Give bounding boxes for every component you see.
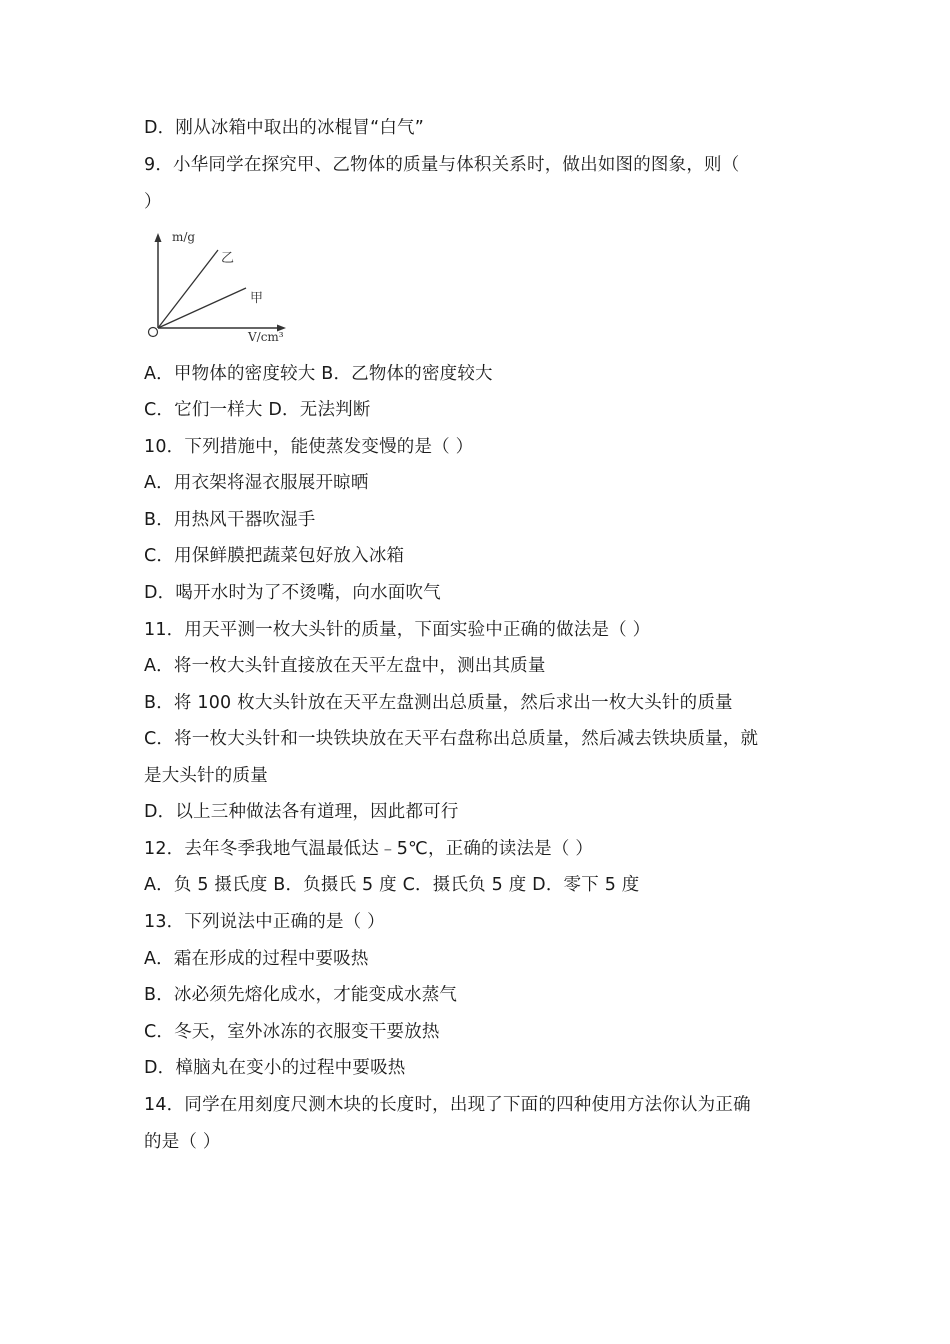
- q10-option-b: B．用热风干器吹湿手: [144, 510, 316, 530]
- q10-option-c: C．用保鲜膜把蔬菜包好放入冰箱: [144, 546, 405, 566]
- q13-stem: 13．下列说法中正确的是（ ）: [144, 912, 385, 932]
- q8-option-d: D．刚从冰箱中取出的冰棍冒“白气”: [144, 118, 425, 138]
- line-jia-label: 甲: [250, 291, 264, 306]
- q11-option-b: B．将 100 枚大头针放在天平左盘测出总质量，然后求出一枚大头针的质量: [144, 693, 733, 713]
- q11-stem: 11．用天平测一枚大头针的质量，下面实验中正确的做法是（ ）: [144, 620, 651, 640]
- q13-option-b: B．冰必须先熔化成水，才能变成水蒸气: [144, 985, 458, 1005]
- q11-option-d: D．以上三种做法各有道理，因此都可行: [144, 802, 459, 822]
- q9-options-ab: A．甲物体的密度较大 B．乙物体的密度较大: [144, 364, 493, 384]
- mass-volume-graph: [140, 228, 300, 348]
- y-axis-label: m/g: [172, 230, 196, 244]
- line-yi: [158, 250, 218, 328]
- q14-stem: 14．同学在用刻度尺测木块的长度时，出现了下面的四种使用方法你认为正确: [144, 1095, 751, 1115]
- y-axis-arrow: [155, 233, 162, 242]
- q12-stem: 12．去年冬季我地气温最低达﹣5℃，正确的读法是（ ）: [144, 839, 594, 859]
- q11-option-c: C．将一枚大头针和一块铁块放在天平右盘称出总质量，然后减去铁块质量，就: [144, 729, 759, 749]
- q14-stem-cont: 的是（ ）: [144, 1132, 221, 1152]
- q11-option-a: A．将一枚大头针直接放在天平左盘中，测出其质量: [144, 656, 546, 676]
- q9-stem: 9．小华同学在探究甲、乙物体的质量与体积关系时，做出如图的图象，则（: [144, 155, 740, 175]
- q9-stem-close: ）: [144, 192, 162, 212]
- mass-volume-graph-svg: [140, 228, 300, 348]
- q9-options-cd: C．它们一样大 D．无法判断: [144, 400, 371, 420]
- q13-option-d: D．樟脑丸在变小的过程中要吸热: [144, 1058, 406, 1078]
- line-yi-label: 乙: [221, 251, 235, 266]
- origin-mark: [149, 328, 158, 337]
- q13-option-c: C．冬天，室外冰冻的衣服变干要放热: [144, 1022, 440, 1042]
- q10-stem: 10．下列措施中，能使蒸发变慢的是（ ）: [144, 437, 474, 457]
- q11-option-c-cont: 是大头针的质量: [144, 766, 268, 786]
- q12-options: A．负 5 摄氏度 B．负摄氏 5 度 C．摄氏负 5 度 D．零下 5 度: [144, 875, 640, 895]
- q10-option-d: D．喝开水时为了不烫嘴，向水面吹气: [144, 583, 441, 603]
- q13-option-a: A．霜在形成的过程中要吸热: [144, 949, 369, 969]
- line-jia: [158, 288, 246, 328]
- q10-option-a: A．用衣架将湿衣服展开晾晒: [144, 473, 369, 493]
- x-axis-label: V/cm³: [248, 330, 284, 344]
